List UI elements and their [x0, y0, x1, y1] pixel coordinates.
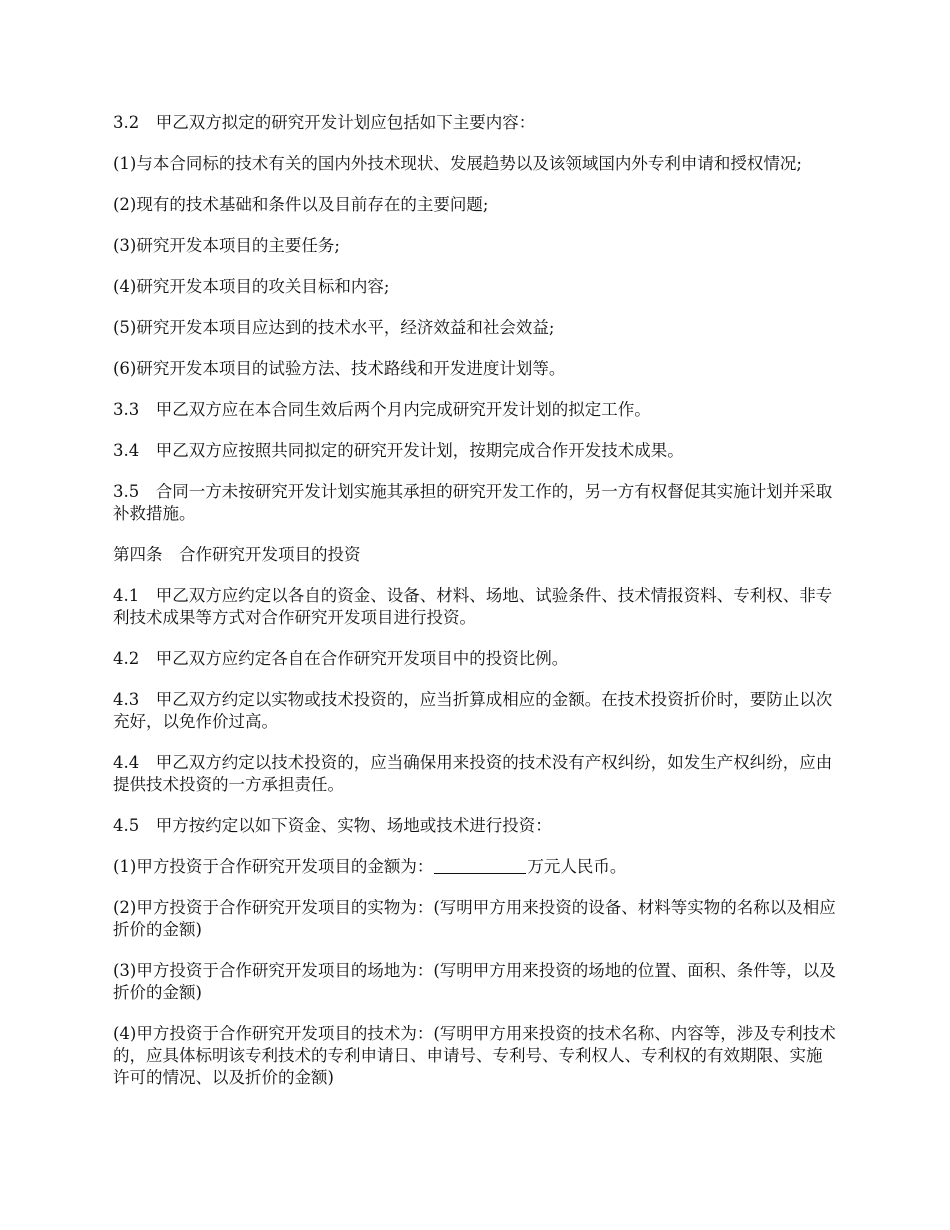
paragraph-item-2: (2)现有的技术基础和条件以及目前存在的主要问题;	[113, 195, 489, 214]
paragraph-4-5: 4.5 甲方按约定以如下资金、实物、场地或技术进行投资：	[113, 816, 552, 835]
paragraph-item-5: (5)研究开发本项目应达到的技术水平，经济效益和社会效益;	[113, 318, 555, 337]
paragraph-investment-amount	[113, 856, 837, 878]
paragraph-4-1: 4.1 甲乙双方应约定以各自的资金、设备、材料、场地、试验条件、技术情报资料、专利权、非专利技术成果等方式对合作研究开发项目进行投资。	[113, 586, 833, 627]
paragraph-3-3: 3.3 甲乙双方应在本合同生效后两个月内完成研究开发计划的拟定工作。	[113, 400, 651, 419]
paragraph-item-6: (6)研究开发本项目的试验方法、技术路线和开发进度计划等。	[113, 359, 566, 378]
paragraph-item-4: (4)研究开发本项目的攻关目标和内容;	[113, 277, 390, 296]
paragraph-3-5: 3.5 合同一方未按研究开发计划实施其承担的研究开发工作的，另一方有权督促其实施计划并采取补救措施。	[113, 482, 833, 523]
paragraph-investment-site: (3)甲方投资于合作研究开发项目的场地为：(写明甲方用来投资的场地的位置、面积、条件等，以及折价的金额)	[113, 961, 836, 1002]
amount-blank-line	[434, 857, 526, 874]
paragraph-investment-technology: (4)甲方投资于合作研究开发项目的技术为：(写明甲方用来投资的技术名称、内容等，涉及专利技术的，应具体标明该专利技术的专利申请日、申请号、专利号、专利权人、专利权的有效期限、实施许可的情况、以及折价的金额)	[113, 1024, 836, 1087]
section-heading-article-4: 第四条 合作研究开发项目的投资	[113, 545, 361, 564]
paragraph-investment-goods: (2)甲方投资于合作研究开发项目的实物为：(写明甲方用来投资的设备、材料等实物的名称以及相应折价的金额)	[113, 898, 836, 939]
paragraph-3-4: 3.4 甲乙双方应按照共同拟定的研究开发计划，按期完成合作开发技术成果。	[113, 441, 684, 460]
paragraph-4-2: 4.2 甲乙双方应约定各自在合作研究开发项目中的投资比例。	[113, 649, 569, 668]
paragraph-item-3: (3)研究开发本项目的主要任务;	[113, 236, 340, 255]
paragraph-4-3: 4.3 甲乙双方约定以实物或技术投资的，应当折算成相应的金额。在技术投资折价时，要防止以次充好，以免作价过高。	[113, 690, 833, 731]
paragraph-3-2: 3.2 甲乙双方拟定的研究开发计划应包括如下主要内容：	[113, 113, 536, 132]
paragraph-4-4: 4.4 甲乙双方约定以技术投资的，应当确保用来投资的技术没有产权纠纷，如发生产权纠纷，应由提供技术投资的一方承担责任。	[113, 753, 833, 794]
investment-amount-suffix: 万元人民币。	[527, 857, 627, 876]
document-body	[113, 112, 837, 1108]
paragraph-item-1: (1)与本合同标的技术有关的国内外技术现状、发展趋势以及该领域国内外专利申请和授权情况;	[113, 154, 802, 173]
investment-amount-prefix: (1)甲方投资于合作研究开发项目的金额为：	[113, 857, 434, 876]
